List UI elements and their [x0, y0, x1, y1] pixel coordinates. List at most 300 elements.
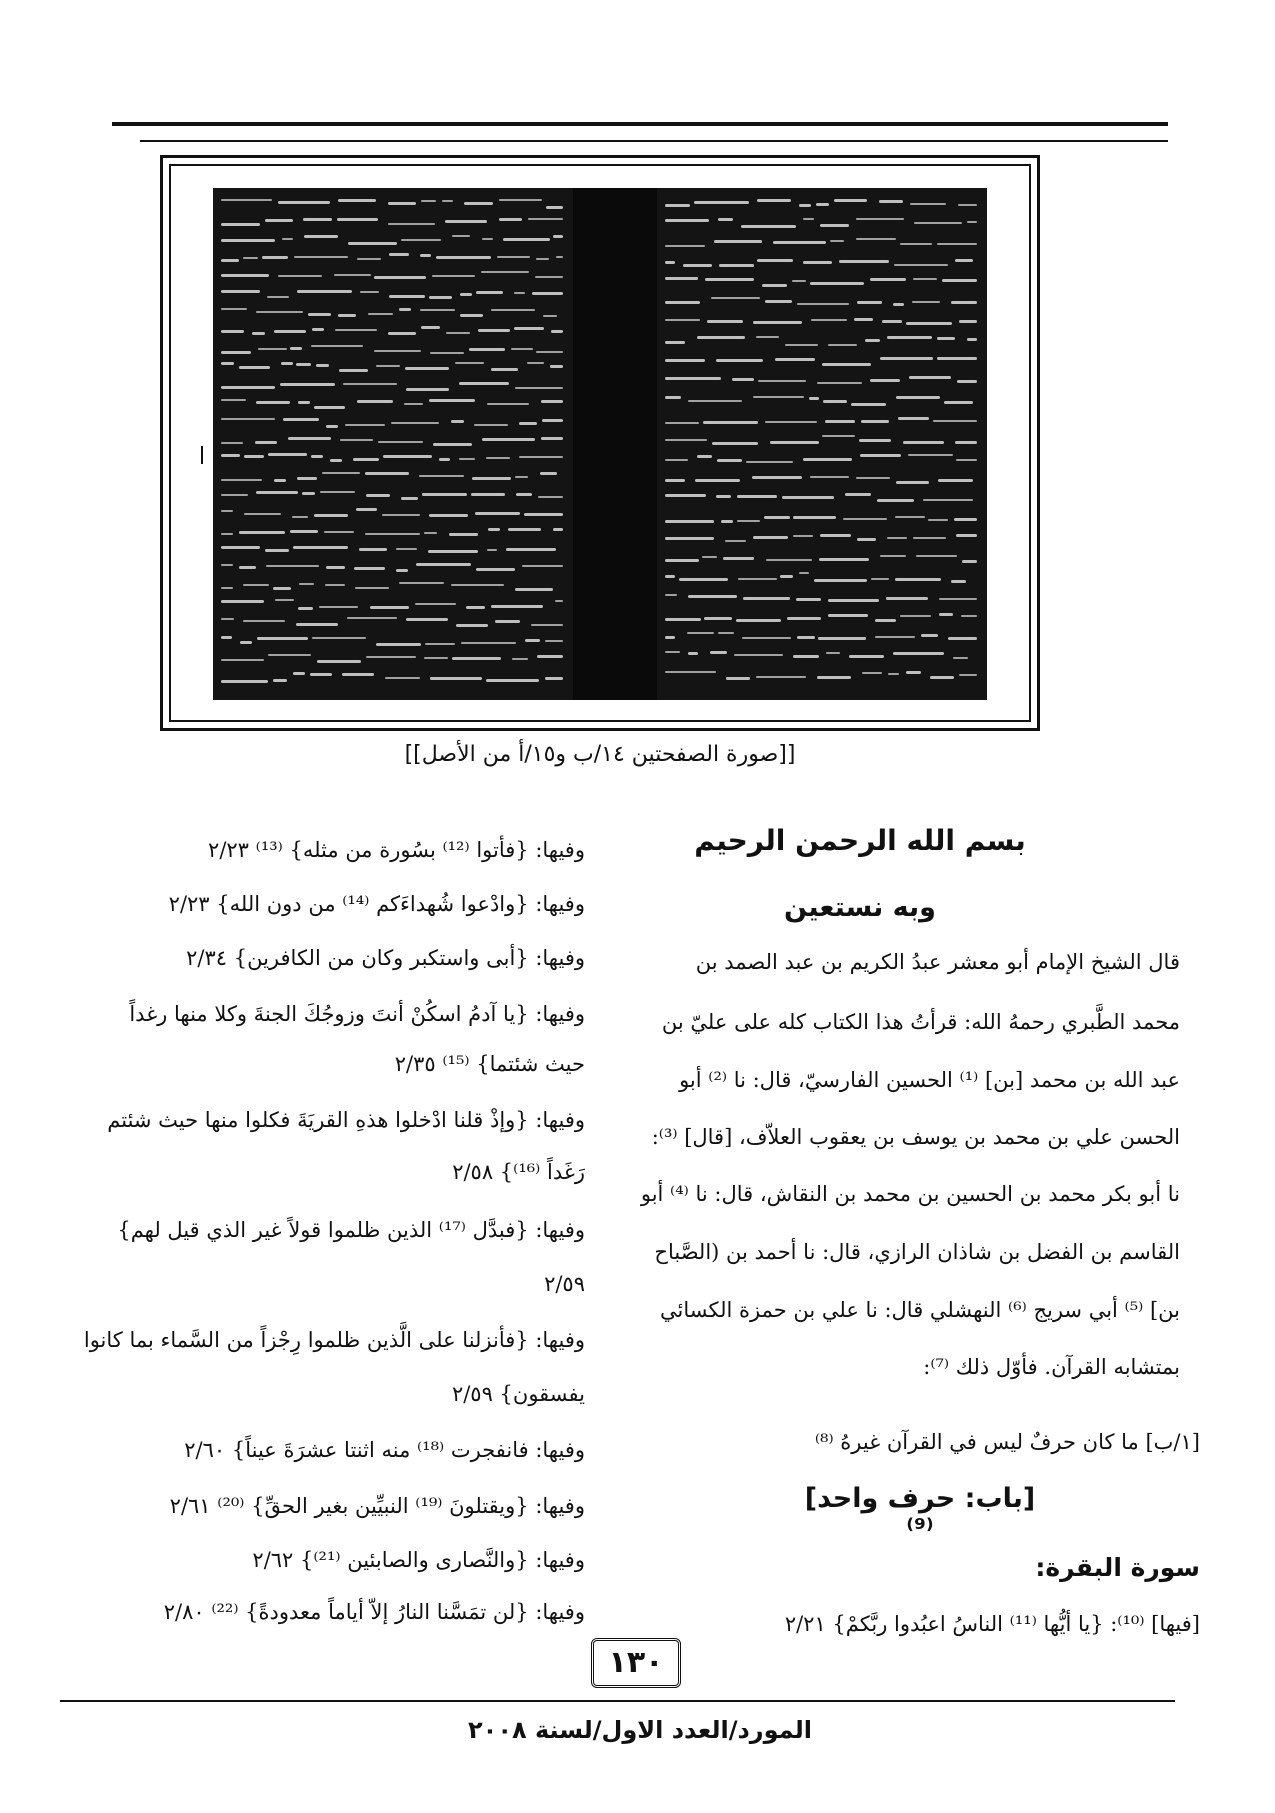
manuscript-stroke [887, 336, 932, 339]
manuscript-stroke [665, 261, 675, 264]
manuscript-stroke [525, 639, 539, 642]
manuscript-stroke [322, 472, 360, 474]
manuscript-stroke [278, 201, 330, 204]
manuscript-stroke [342, 673, 374, 676]
manuscript-stroke [221, 479, 262, 481]
verse-line: حيث شئتما} ⁽¹⁵⁾ ٢/٣٥ [394, 1052, 585, 1076]
manuscript-stroke [221, 659, 264, 661]
manuscript-stroke [738, 578, 776, 580]
manuscript-stroke [823, 400, 847, 403]
top-rule-thick [112, 122, 1168, 126]
verse-line: وفيها: {لن تمَسَّنا النارُ إلاّ أياماً معدودةً} ⁽²²⁾ ٢/٨٠ [163, 1600, 585, 1624]
manuscript-stroke [819, 558, 869, 561]
manuscript-stroke [338, 199, 377, 202]
manuscript-stroke [810, 476, 849, 478]
manuscript-stroke [822, 435, 855, 437]
manuscript-stroke [683, 264, 712, 267]
manuscript-stroke [324, 531, 353, 533]
manuscript-stroke [487, 549, 497, 551]
manuscript-stroke [388, 332, 416, 335]
manuscript-stroke [292, 516, 308, 518]
manuscript-stroke [820, 224, 850, 227]
manuscript-stroke [912, 301, 940, 303]
verse-line: وفيها: فانفجرت ⁽¹⁸⁾ منه اثنتا عشرَةَ عيناً} ٢/٦٠ [184, 1438, 585, 1462]
manuscript-stroke [330, 459, 341, 462]
manuscript-stroke [951, 580, 966, 583]
manuscript-stroke [803, 458, 852, 461]
manuscript-stroke [456, 624, 488, 627]
manuscript-stroke [809, 397, 819, 400]
manuscript-stroke [916, 555, 957, 557]
manuscript-stroke [221, 454, 240, 457]
manuscript-stroke [553, 235, 563, 238]
manuscript-stroke [304, 235, 339, 238]
manuscript-stroke [961, 615, 977, 617]
manuscript-stroke [273, 587, 291, 590]
manuscript-stroke [879, 200, 903, 203]
manuscript-stroke [895, 578, 941, 581]
manuscript-stroke [429, 514, 469, 517]
manuscript-stroke [267, 296, 289, 298]
manuscript-stroke [221, 564, 233, 566]
manuscript-stroke [297, 290, 352, 293]
manuscript-stroke [404, 403, 423, 405]
manuscript-stroke [221, 399, 246, 401]
manuscript-stroke [856, 238, 896, 240]
manuscript-stroke [515, 476, 529, 478]
manuscript-stroke [688, 652, 698, 655]
manuscript-stroke [810, 282, 864, 285]
manuscript-stroke [297, 477, 317, 480]
manuscript-stroke [688, 400, 743, 402]
manuscript-stroke [239, 566, 256, 569]
manuscript-stroke [896, 481, 930, 484]
manuscript-stroke [775, 358, 815, 361]
manuscript-stroke [725, 540, 746, 542]
manuscript-stroke [472, 477, 511, 480]
manuscript-stroke [896, 396, 940, 399]
manuscript-stroke [955, 441, 977, 444]
manuscript-stroke [389, 295, 424, 298]
manuscript-stroke [366, 494, 390, 497]
manuscript-stroke [445, 220, 487, 223]
manuscript-stroke [401, 239, 441, 241]
manuscript-stroke [221, 587, 233, 589]
manuscript-stroke [368, 313, 393, 315]
manuscript-stroke [909, 376, 951, 379]
manuscript-stroke [374, 276, 426, 279]
manuscript-stroke [293, 672, 306, 675]
manuscript-stroke [522, 565, 563, 567]
manuscript-stroke [240, 641, 253, 644]
manuscript-stroke [665, 537, 714, 540]
manuscript-stroke [843, 518, 886, 520]
manuscript-stroke [221, 600, 264, 603]
manuscript-stroke [834, 199, 867, 202]
manuscript-stroke [312, 328, 324, 331]
manuscript-stroke [665, 459, 688, 461]
manuscript-stroke [757, 199, 792, 202]
manuscript-stroke [954, 518, 977, 521]
manuscript-stroke [797, 303, 850, 305]
manuscript-stroke [325, 584, 345, 586]
manuscript-stroke [366, 656, 417, 658]
manuscript-stroke [495, 620, 519, 623]
manuscript-stroke [937, 357, 977, 360]
manuscript-stroke [312, 637, 366, 639]
manuscript-stroke [545, 677, 563, 680]
manuscript-stroke [425, 643, 455, 645]
manuscript-stroke [243, 620, 285, 622]
manuscript-stroke [515, 588, 553, 591]
manuscript-stroke [475, 512, 519, 515]
manuscript-stroke [532, 292, 563, 295]
manuscript-stroke [764, 516, 789, 519]
manuscript-stroke [221, 680, 268, 683]
manuscript-stroke [828, 614, 868, 617]
verse-line: وفيها: {والنَّصارى والصابئين ⁽²¹⁾} ٢/٦٢ [252, 1548, 585, 1572]
manuscript-stroke [849, 655, 885, 658]
manuscript-stroke [665, 479, 685, 482]
manuscript-stroke [442, 200, 453, 202]
manuscript-stroke [903, 441, 943, 444]
manuscript-page-left [213, 188, 573, 700]
manuscript-stroke [516, 493, 531, 496]
manuscript-stroke [758, 380, 806, 382]
manuscript-stroke [388, 202, 416, 205]
manuscript-stroke [396, 569, 408, 572]
manuscript-stroke [506, 548, 556, 551]
manuscript-stroke [311, 455, 323, 458]
manuscript-stroke [310, 673, 332, 676]
manuscript-stroke [421, 326, 440, 329]
manuscript-stroke [893, 652, 945, 655]
manuscript-stroke [787, 617, 821, 620]
manuscript-stroke [360, 291, 378, 293]
manuscript-stroke [385, 677, 420, 679]
manuscript-stroke [430, 677, 482, 680]
manuscript-stroke [424, 532, 437, 534]
manuscript-stroke [405, 367, 449, 370]
manuscript-stroke [243, 584, 268, 586]
manuscript-stroke [348, 242, 397, 245]
manuscript-stroke [274, 479, 286, 482]
manuscript-stroke [665, 422, 699, 424]
manuscript-stroke [765, 421, 816, 423]
manuscript-stroke [665, 219, 709, 222]
manuscript-stroke [488, 528, 500, 531]
manuscript-stroke [266, 565, 318, 567]
manuscript-stroke [543, 315, 557, 317]
manuscript-stroke [221, 418, 275, 420]
manuscript-stroke [937, 243, 977, 245]
verse-line: وفيها: {أبى واستكبر وكان من الكافرين} ٢/٣٤ [186, 946, 585, 970]
manuscript-stroke [551, 330, 563, 333]
page-number: ١٣٠ [591, 1638, 681, 1688]
verse-line: وفيها: {وإذْ قلنا ادْخلوا هذهِ القريَةَ فكلوا منها حيث شئتم [107, 1108, 585, 1132]
manuscript-stroke [665, 204, 690, 207]
manuscript-stroke [877, 499, 914, 502]
verse-line: وفيها: {ويقتلونَ ⁽¹⁹⁾ النبيِّين بغير الحقِّ} ⁽²⁰⁾ ٢/٦١ [169, 1494, 585, 1518]
manuscript-stroke [865, 339, 880, 342]
manuscript-stroke [383, 455, 433, 458]
manuscript-stroke [766, 559, 812, 561]
manuscript-stroke [221, 274, 269, 277]
manuscript-stroke [221, 533, 233, 535]
manuscript-stroke [221, 330, 244, 333]
manuscript-stroke [799, 572, 809, 574]
manuscript-stroke [294, 256, 348, 258]
manuscript-stroke [818, 637, 866, 640]
manuscript-stroke [491, 309, 535, 311]
manuscript-stroke [770, 441, 819, 444]
manuscript-stroke [356, 508, 377, 511]
manuscript-stroke [886, 597, 927, 600]
manuscript-stroke [665, 359, 705, 362]
manuscript-stroke [882, 320, 902, 323]
manuscript-stroke [716, 359, 763, 362]
manuscript-stroke [908, 454, 952, 456]
manuscript-stroke [756, 676, 805, 678]
manuscript-stroke [389, 253, 409, 256]
manuscript-stroke [665, 341, 685, 344]
manuscript-stroke [239, 366, 270, 369]
manuscript-stroke [719, 264, 754, 267]
manuscript-stroke [449, 533, 478, 536]
manuscript-stroke [299, 583, 313, 585]
verse-line: وفيها: {وادْعوا شُهداءَكم ⁽¹⁴⁾ من دون الله} ٢/٢٣ [168, 892, 585, 916]
manuscript-stroke [298, 401, 310, 404]
manuscript-stroke [757, 259, 792, 262]
manuscript-stroke [958, 204, 977, 206]
manuscript-stroke [420, 254, 432, 257]
manuscript-stroke [487, 403, 529, 405]
manuscript-stroke [476, 568, 515, 571]
journal-footer: المورد/العدد الاول/لسنة ٢٠٠٨ [468, 1716, 812, 1744]
manuscript-stroke [665, 671, 716, 673]
manuscript-stroke [718, 218, 734, 221]
manuscript-stroke [221, 199, 272, 201]
margin-mark [201, 446, 203, 464]
manuscript-stroke [939, 613, 953, 616]
manuscript-stroke [452, 235, 470, 237]
manuscript-stroke [756, 336, 779, 338]
manuscript-stroke [460, 314, 482, 317]
manuscript-stroke [956, 459, 977, 461]
manuscript-stroke [257, 637, 308, 640]
manuscript-gutter [573, 188, 657, 700]
manuscript-stroke [406, 388, 449, 391]
manuscript-stroke [535, 276, 563, 278]
manuscript-stroke [734, 654, 783, 656]
manuscript-stroke [910, 203, 945, 205]
manuscript-stroke [914, 222, 962, 224]
manuscript-stroke [256, 401, 290, 404]
manuscript-stroke [399, 582, 444, 584]
manuscript-stroke [432, 275, 474, 277]
manuscript-stroke [378, 441, 423, 443]
manuscript-stroke [556, 256, 563, 258]
manuscript-stroke [665, 439, 707, 441]
manuscript-stroke [455, 362, 484, 364]
manuscript-stroke [376, 365, 400, 367]
manuscript-stroke [274, 330, 306, 333]
manuscript-stroke [314, 514, 348, 517]
manuscript-stroke [845, 493, 870, 496]
manuscript-stroke [887, 537, 907, 539]
manuscript-stroke [531, 624, 563, 626]
manuscript-stroke [746, 461, 793, 463]
manuscript-stroke [541, 400, 563, 403]
manuscript-stroke [221, 290, 260, 293]
manuscript-stroke [900, 243, 931, 245]
manuscript-stroke [221, 546, 260, 549]
manuscript-stroke [906, 671, 921, 674]
image-caption: [[صورة الصفحتين ١٤/ب و١٥/أ من الأصل]] [404, 742, 796, 767]
manuscript-stroke [452, 657, 501, 660]
manuscript-stroke [737, 520, 759, 522]
manuscript-stroke [875, 619, 896, 622]
manuscript-stroke [870, 278, 906, 281]
manuscript-stroke [281, 362, 293, 365]
manuscript-stroke [859, 439, 891, 442]
manuscript-stroke [420, 309, 455, 311]
manuscript-stroke [353, 458, 379, 461]
manuscript-stroke [933, 420, 977, 422]
manuscript-stroke [753, 396, 804, 398]
manuscript-stroke [243, 257, 258, 259]
manuscript-stroke [839, 260, 889, 263]
manuscript-stroke [799, 204, 811, 207]
manuscript-stroke [382, 514, 419, 516]
manuscript-stroke [298, 607, 313, 610]
manuscript-stroke [870, 379, 900, 382]
manuscript-stroke [732, 378, 754, 381]
manuscript-stroke [262, 256, 288, 259]
manuscript-stroke [743, 597, 790, 600]
manuscript-stroke [665, 277, 698, 280]
manuscript-stroke [308, 313, 332, 316]
manuscript-stroke [928, 519, 948, 521]
manuscript-stroke [256, 311, 303, 313]
verse-line: وفيها: {فأنزلنا على الَّذين ظلموا رِجْزاً من السَّماء بما كانوا [83, 1328, 585, 1352]
manuscript-stroke [399, 308, 411, 311]
manuscript-stroke [665, 319, 700, 321]
manuscript-stroke [293, 546, 348, 549]
verse-line: وفيها: {فأتوا ⁽¹²⁾ بسُورة من مثله} ⁽¹³⁾ ٢/٢٣ [208, 838, 585, 862]
manuscript-stroke [221, 386, 275, 389]
manuscript-stroke [391, 422, 439, 424]
manuscript-stroke [376, 643, 421, 646]
manuscript-stroke [275, 599, 294, 601]
manuscript-stroke [265, 219, 293, 222]
manuscript-stroke [280, 383, 335, 386]
manuscript-stroke [461, 642, 516, 644]
paragraph-line: قال الشيخ الإمام أبو معشر عبدُ الكريم بن عبد الصمد بن [695, 950, 1180, 974]
manuscript-stroke [303, 218, 331, 221]
manuscript-stroke [697, 336, 746, 339]
manuscript-stroke [499, 218, 522, 221]
manuscript-stroke [288, 437, 331, 440]
manuscript-stroke [415, 603, 456, 605]
manuscript-stroke [268, 453, 307, 456]
manuscript-stroke [854, 318, 873, 321]
manuscript-stroke [860, 454, 901, 457]
manuscript-stroke [474, 424, 509, 426]
manuscript-stroke [716, 495, 731, 498]
manuscript-stroke [221, 636, 232, 639]
manuscript-stroke [953, 657, 968, 659]
manuscript-stroke [446, 332, 470, 334]
manuscript-stroke [665, 651, 680, 653]
manuscript-stroke [710, 651, 727, 654]
manuscript-stroke [396, 548, 416, 550]
manuscript-stroke [221, 308, 247, 310]
manuscript-stroke [765, 300, 792, 303]
manuscript-stroke [537, 655, 563, 658]
manuscript-stroke [817, 676, 851, 679]
manuscript-stroke [937, 337, 955, 340]
manuscript-stroke [665, 520, 714, 523]
manuscript-stroke [278, 275, 322, 277]
manuscript-stroke [290, 530, 318, 533]
manuscript-stroke [244, 455, 264, 458]
manuscript-stroke [780, 575, 792, 578]
manuscript-stroke [541, 437, 563, 440]
manuscript-stroke [273, 679, 287, 682]
manuscript-stroke [314, 406, 346, 409]
verse-line: يفسقون} ٢/٥٩ [451, 1382, 585, 1406]
manuscript-stroke [913, 537, 947, 539]
manuscript-stroke [726, 677, 750, 680]
manuscript-stroke [515, 387, 563, 389]
manuscript-stroke [803, 218, 814, 220]
manuscript-stroke [792, 280, 807, 282]
manuscript-stroke [296, 623, 338, 626]
paragraph-line: بن] ⁽⁵⁾ أبي سريج ⁽⁶⁾ النهشلي قال: نا علي بن حمزة الكسائي [660, 1298, 1180, 1322]
manuscript-stroke [793, 516, 836, 519]
basmala-heading: بسم الله الرحمن الرحيم [694, 824, 1026, 857]
manuscript-image [169, 164, 1031, 722]
manuscript-stroke [459, 382, 510, 385]
manuscript-stroke [803, 261, 832, 264]
manuscript-stroke [793, 655, 820, 658]
manuscript-stroke [419, 475, 464, 477]
manuscript-stroke [862, 672, 882, 674]
manuscript-stroke [221, 494, 248, 496]
verse-line: وفيها: {فبدَّل ⁽¹⁷⁾ الذين ظلموا قولاً غير الذي قيل لهم} [117, 1218, 585, 1242]
manuscript-stroke [665, 636, 675, 639]
manuscript-stroke [820, 534, 851, 537]
manuscript-stroke [956, 534, 977, 537]
manuscript-stroke [828, 599, 879, 602]
manuscript-stroke [469, 348, 505, 351]
manuscript-stroke [948, 637, 977, 640]
manuscript-stroke [528, 218, 563, 220]
manuscript-stroke [828, 344, 857, 346]
manuscript-stroke [702, 556, 716, 558]
manuscript-stroke [433, 443, 472, 446]
manuscript-stroke [514, 292, 524, 294]
manuscript-stroke [421, 200, 436, 202]
manuscript-stroke [451, 584, 504, 586]
manuscript-stroke [519, 422, 537, 425]
manuscript-stroke [424, 657, 449, 659]
manuscript-stroke [464, 202, 493, 205]
manuscript-stroke [797, 636, 815, 639]
manuscript-stroke [894, 264, 947, 266]
manuscript-stroke [239, 531, 285, 534]
